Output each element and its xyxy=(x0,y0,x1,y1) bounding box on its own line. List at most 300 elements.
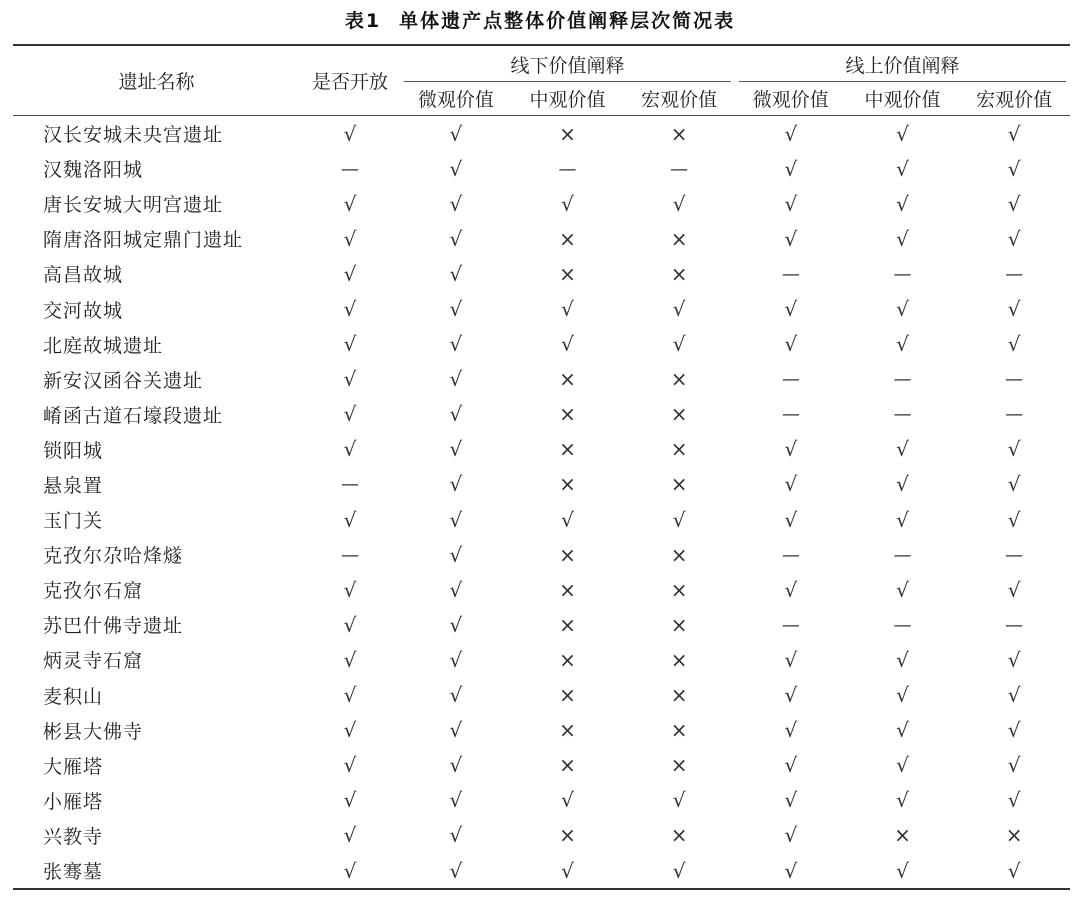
cross-icon: × xyxy=(670,367,688,392)
site-name-cell: 崤函古道石壕段遗址 xyxy=(43,404,224,427)
open-check-mark xyxy=(300,572,400,607)
check-icon: √ xyxy=(449,402,463,427)
check-icon: √ xyxy=(561,297,574,322)
open-check-mark xyxy=(300,818,400,853)
online-micro-check-mark xyxy=(735,432,847,467)
open-check-mark xyxy=(300,186,400,221)
offline-macro-check-mark xyxy=(623,853,735,889)
table-row xyxy=(13,221,1070,256)
check-icon: √ xyxy=(561,788,574,813)
online-meso-check-mark xyxy=(847,151,959,186)
offline-macro-cross-mark xyxy=(623,256,735,291)
cross-icon: × xyxy=(559,402,576,427)
offline-macro-cross-mark xyxy=(623,642,735,677)
cross-icon: × xyxy=(559,542,576,567)
cross-icon: × xyxy=(559,121,576,146)
check-icon: √ xyxy=(449,121,463,146)
offline-micro-check-mark xyxy=(400,291,512,326)
check-icon: √ xyxy=(672,191,686,216)
open-check-mark xyxy=(300,713,400,748)
offline-micro-check-mark xyxy=(400,678,512,713)
check-icon: √ xyxy=(784,858,798,883)
offline-micro-check-mark xyxy=(400,502,512,537)
online-meso-check-mark xyxy=(847,467,959,502)
check-icon: √ xyxy=(449,753,463,778)
site-name-cell: 克孜尔石窟 xyxy=(43,580,144,603)
dash-icon: — xyxy=(893,614,912,636)
online-meso-check-mark xyxy=(847,502,959,537)
offline-macro-cross-mark xyxy=(623,362,735,397)
offline-meso-cross-mark xyxy=(512,116,624,152)
check-icon: √ xyxy=(1007,753,1021,778)
open-dash-mark xyxy=(300,467,400,502)
online-macro-check-mark xyxy=(958,572,1070,607)
site-name-cell: 苏巴什佛寺遗址 xyxy=(43,615,184,638)
site-name-cell: 隋唐洛阳城定鼎门遗址 xyxy=(43,229,244,252)
check-icon: √ xyxy=(784,577,798,602)
online-macro-dash-mark xyxy=(958,607,1070,642)
online-macro-check-mark xyxy=(958,151,1070,186)
online-macro-dash-mark xyxy=(958,256,1070,291)
check-icon: √ xyxy=(343,577,357,602)
check-icon: √ xyxy=(784,823,798,848)
check-icon: √ xyxy=(343,226,357,251)
offline-micro-check-mark xyxy=(400,713,512,748)
online-micro-check-mark xyxy=(735,186,847,221)
cross-icon: × xyxy=(670,753,688,778)
offline-macro-check-mark xyxy=(623,783,735,818)
heritage-table xyxy=(13,44,1070,890)
online-macro-check-mark xyxy=(958,467,1070,502)
table-caption: 单体遗产点整体价值阐释层次简况表 xyxy=(399,10,736,32)
check-icon: √ xyxy=(1007,437,1021,462)
site-name-cell: 麦积山 xyxy=(43,685,104,708)
offline-macro-cross-mark xyxy=(623,678,735,713)
check-icon: √ xyxy=(343,683,357,708)
table-row xyxy=(13,116,1070,152)
dash-icon: — xyxy=(670,158,689,180)
online-micro-dash-mark xyxy=(735,607,847,642)
offline-meso-check-mark xyxy=(512,853,624,889)
check-icon: √ xyxy=(449,226,463,251)
check-icon: √ xyxy=(449,437,463,462)
offline-micro-check-mark xyxy=(400,221,512,256)
offline-micro-check-mark xyxy=(400,116,512,152)
check-icon: √ xyxy=(343,647,357,672)
online-micro-check-mark xyxy=(735,221,847,256)
online-meso-check-mark xyxy=(847,853,959,889)
cross-icon: × xyxy=(670,437,688,462)
cross-icon: × xyxy=(894,823,911,848)
offline-meso-dash-mark xyxy=(512,151,624,186)
table-row xyxy=(13,291,1070,326)
check-icon: √ xyxy=(343,718,357,743)
offline-meso-cross-mark xyxy=(512,572,624,607)
check-icon: √ xyxy=(449,858,463,883)
check-icon: √ xyxy=(449,718,463,743)
offline-micro-check-mark xyxy=(400,327,512,362)
cross-icon: × xyxy=(559,367,576,392)
online-macro-check-mark xyxy=(958,713,1070,748)
check-icon: √ xyxy=(1007,191,1021,216)
offline-meso-check-mark xyxy=(512,502,624,537)
cross-icon: × xyxy=(670,261,688,286)
cross-icon: × xyxy=(1005,823,1023,848)
site-name-cell: 玉门关 xyxy=(43,510,104,533)
offline-meso-cross-mark xyxy=(512,678,624,713)
online-macro-check-mark xyxy=(958,221,1070,256)
offline-macro-cross-mark xyxy=(623,818,735,853)
check-icon: √ xyxy=(672,507,686,532)
cross-icon: × xyxy=(670,577,688,602)
dash-icon: — xyxy=(341,474,359,496)
check-icon: √ xyxy=(896,718,909,743)
offline-macro-cross-mark xyxy=(623,397,735,432)
table-row xyxy=(13,467,1070,502)
online-meso-check-mark xyxy=(847,432,959,467)
check-icon: √ xyxy=(896,577,909,602)
check-icon: √ xyxy=(896,472,909,497)
offline-meso-cross-mark xyxy=(512,713,624,748)
check-icon: √ xyxy=(896,191,909,216)
table-row xyxy=(13,678,1070,713)
cross-icon: × xyxy=(670,542,688,567)
online-micro-check-mark xyxy=(735,151,847,186)
online-micro-check-mark xyxy=(735,502,847,537)
check-icon: √ xyxy=(784,683,798,708)
offline-micro-check-mark xyxy=(400,186,512,221)
check-icon: √ xyxy=(1007,858,1021,883)
check-icon: √ xyxy=(449,472,463,497)
table-row xyxy=(13,537,1070,572)
site-name-cell: 汉魏洛阳城 xyxy=(43,159,144,182)
header-online-micro: 微观价值 xyxy=(735,82,847,116)
check-icon: √ xyxy=(343,437,357,462)
dash-icon: — xyxy=(341,544,359,566)
check-icon: √ xyxy=(784,507,798,532)
offline-meso-check-mark xyxy=(512,186,624,221)
dash-icon: — xyxy=(893,404,912,426)
check-icon: √ xyxy=(784,472,798,497)
site-name-cell: 炳灵寺石窟 xyxy=(43,650,144,673)
table-row xyxy=(13,853,1070,889)
check-icon: √ xyxy=(449,788,463,813)
offline-meso-cross-mark xyxy=(512,467,624,502)
dash-icon: — xyxy=(558,158,577,180)
open-dash-mark xyxy=(300,537,400,572)
check-icon: √ xyxy=(896,753,909,778)
cross-icon: × xyxy=(559,683,576,708)
table-row xyxy=(13,397,1070,432)
header-online-label: 线上价值阐释 xyxy=(845,54,960,77)
site-name-cell: 克孜尔尕哈烽燧 xyxy=(43,545,184,568)
check-icon: √ xyxy=(672,858,686,883)
cross-icon: × xyxy=(670,612,688,637)
check-icon: √ xyxy=(784,718,798,743)
open-check-mark xyxy=(300,642,400,677)
check-icon: √ xyxy=(1007,121,1021,146)
table-row xyxy=(13,327,1070,362)
offline-macro-cross-mark xyxy=(623,467,735,502)
check-icon: √ xyxy=(896,507,909,532)
check-icon: √ xyxy=(1007,332,1021,357)
offline-meso-cross-mark xyxy=(512,607,624,642)
offline-macro-cross-mark xyxy=(623,713,735,748)
check-icon: √ xyxy=(896,647,909,672)
check-icon: √ xyxy=(784,647,798,672)
header-offline-macro: 宏观价值 xyxy=(623,82,735,116)
online-meso-dash-mark xyxy=(847,607,959,642)
check-icon: √ xyxy=(449,191,463,216)
check-icon: √ xyxy=(672,297,686,322)
check-icon: √ xyxy=(672,788,686,813)
offline-macro-cross-mark xyxy=(623,748,735,783)
check-icon: √ xyxy=(1007,156,1021,181)
offline-macro-check-mark xyxy=(623,291,735,326)
online-meso-check-mark xyxy=(847,642,959,677)
online-macro-dash-mark xyxy=(958,537,1070,572)
table-title xyxy=(0,6,1080,36)
offline-micro-check-mark xyxy=(400,642,512,677)
table-row xyxy=(13,713,1070,748)
open-check-mark xyxy=(300,221,400,256)
header-online-group xyxy=(735,45,1070,82)
online-macro-check-mark xyxy=(958,116,1070,152)
offline-micro-check-mark xyxy=(400,362,512,397)
table-row xyxy=(13,151,1070,186)
check-icon: √ xyxy=(343,261,357,286)
header-offline-label: 线下价值阐释 xyxy=(510,54,625,77)
check-icon: √ xyxy=(896,437,909,462)
cross-icon: × xyxy=(559,437,576,462)
online-micro-check-mark xyxy=(735,116,847,152)
site-name-cell: 交河故城 xyxy=(43,299,124,322)
online-micro-check-mark xyxy=(735,327,847,362)
offline-micro-check-mark xyxy=(400,151,512,186)
online-micro-check-mark xyxy=(735,853,847,889)
check-icon: √ xyxy=(449,612,463,637)
offline-macro-cross-mark xyxy=(623,537,735,572)
dash-icon: — xyxy=(781,614,800,636)
online-meso-check-mark xyxy=(847,572,959,607)
online-macro-check-mark xyxy=(958,327,1070,362)
offline-micro-check-mark xyxy=(400,818,512,853)
dash-icon: — xyxy=(893,369,912,391)
check-icon: √ xyxy=(896,788,909,813)
table-row xyxy=(13,362,1070,397)
open-check-mark xyxy=(300,397,400,432)
check-icon: √ xyxy=(561,332,574,357)
online-micro-check-mark xyxy=(735,818,847,853)
site-name-cell: 锁阳城 xyxy=(43,439,104,462)
check-icon: √ xyxy=(1007,226,1021,251)
check-icon: √ xyxy=(449,297,463,322)
check-icon: √ xyxy=(343,612,357,637)
offline-meso-cross-mark xyxy=(512,362,624,397)
table-row xyxy=(13,432,1070,467)
online-meso-dash-mark xyxy=(847,537,959,572)
online-macro-check-mark xyxy=(958,502,1070,537)
online-micro-check-mark xyxy=(735,642,847,677)
check-icon: √ xyxy=(1007,507,1021,532)
offline-micro-check-mark xyxy=(400,467,512,502)
check-icon: √ xyxy=(561,191,574,216)
dash-icon: — xyxy=(893,544,912,566)
cross-icon: × xyxy=(670,823,688,848)
offline-meso-cross-mark xyxy=(512,397,624,432)
check-icon: √ xyxy=(784,437,798,462)
check-icon: √ xyxy=(896,121,909,146)
site-name-cell: 小雁塔 xyxy=(43,790,104,813)
offline-micro-check-mark xyxy=(400,397,512,432)
check-icon: √ xyxy=(449,577,463,602)
site-name-cell: 彬县大佛寺 xyxy=(43,720,144,743)
check-icon: √ xyxy=(784,297,798,322)
dash-icon: — xyxy=(1005,369,1024,391)
table-row xyxy=(13,186,1070,221)
online-micro-check-mark xyxy=(735,291,847,326)
open-dash-mark xyxy=(300,151,400,186)
check-icon: √ xyxy=(561,507,574,532)
online-micro-check-mark xyxy=(735,713,847,748)
header-offline-group xyxy=(400,45,735,82)
site-name-cell: 兴教寺 xyxy=(43,825,104,848)
open-check-mark xyxy=(300,748,400,783)
offline-meso-check-mark xyxy=(512,783,624,818)
cross-icon: × xyxy=(670,402,688,427)
check-icon: √ xyxy=(896,858,909,883)
check-icon: √ xyxy=(1007,683,1021,708)
site-name-cell: 高昌故城 xyxy=(43,264,124,287)
check-icon: √ xyxy=(343,191,357,216)
check-icon: √ xyxy=(1007,577,1021,602)
cross-icon: × xyxy=(559,472,576,497)
offline-micro-check-mark xyxy=(400,432,512,467)
check-icon: √ xyxy=(1007,647,1021,672)
cross-icon: × xyxy=(670,718,688,743)
open-check-mark xyxy=(300,327,400,362)
check-icon: √ xyxy=(449,156,463,181)
online-micro-dash-mark xyxy=(735,362,847,397)
table-number: 表1 xyxy=(344,10,382,32)
header-online-meso: 中观价值 xyxy=(847,82,959,116)
online-meso-check-mark xyxy=(847,291,959,326)
check-icon: √ xyxy=(784,788,798,813)
open-check-mark xyxy=(300,116,400,152)
online-micro-dash-mark xyxy=(735,256,847,291)
offline-micro-check-mark xyxy=(400,537,512,572)
online-macro-check-mark xyxy=(958,748,1070,783)
check-icon: √ xyxy=(343,402,357,427)
site-name-cell: 北庭故城遗址 xyxy=(43,334,164,357)
header-open: 是否开放 xyxy=(300,45,400,116)
dash-icon: — xyxy=(341,158,359,180)
online-meso-check-mark xyxy=(847,678,959,713)
offline-macro-cross-mark xyxy=(623,607,735,642)
offline-meso-cross-mark xyxy=(512,432,624,467)
open-check-mark xyxy=(300,362,400,397)
online-micro-check-mark xyxy=(735,783,847,818)
cross-icon: × xyxy=(670,647,688,672)
check-icon: √ xyxy=(343,332,357,357)
online-meso-dash-mark xyxy=(847,256,959,291)
table-row xyxy=(13,502,1070,537)
header-site-name: 遗址名称 xyxy=(13,45,300,116)
online-meso-check-mark xyxy=(847,186,959,221)
offline-macro-dash-mark xyxy=(623,151,735,186)
open-check-mark xyxy=(300,853,400,889)
offline-meso-cross-mark xyxy=(512,818,624,853)
open-check-mark xyxy=(300,291,400,326)
online-macro-dash-mark xyxy=(958,362,1070,397)
online-meso-check-mark xyxy=(847,783,959,818)
offline-macro-cross-mark xyxy=(623,572,735,607)
site-name-cell: 悬泉置 xyxy=(43,474,104,497)
check-icon: √ xyxy=(343,788,357,813)
dash-icon: — xyxy=(781,404,800,426)
online-macro-check-mark xyxy=(958,186,1070,221)
check-icon: √ xyxy=(343,367,357,392)
table-row xyxy=(13,572,1070,607)
open-check-mark xyxy=(300,256,400,291)
offline-micro-check-mark xyxy=(400,607,512,642)
dash-icon: — xyxy=(1005,614,1024,636)
check-icon: √ xyxy=(343,858,357,883)
cross-icon: × xyxy=(559,261,576,286)
online-meso-check-mark xyxy=(847,116,959,152)
table-row xyxy=(13,607,1070,642)
check-icon: √ xyxy=(896,297,909,322)
online-meso-check-mark xyxy=(847,748,959,783)
check-icon: √ xyxy=(449,823,463,848)
open-check-mark xyxy=(300,502,400,537)
cross-icon: × xyxy=(670,121,688,146)
check-icon: √ xyxy=(784,191,798,216)
online-micro-check-mark xyxy=(735,748,847,783)
header-offline-meso: 中观价值 xyxy=(512,82,624,116)
online-micro-check-mark xyxy=(735,572,847,607)
check-icon: √ xyxy=(896,683,909,708)
offline-macro-cross-mark xyxy=(623,221,735,256)
check-icon: √ xyxy=(896,332,909,357)
cross-icon: × xyxy=(559,823,576,848)
offline-micro-check-mark xyxy=(400,748,512,783)
online-macro-check-mark xyxy=(958,678,1070,713)
open-check-mark xyxy=(300,607,400,642)
check-icon: √ xyxy=(1007,788,1021,813)
open-check-mark xyxy=(300,432,400,467)
header-offline-micro: 微观价值 xyxy=(400,82,512,116)
cross-icon: × xyxy=(559,577,576,602)
check-icon: √ xyxy=(1007,472,1021,497)
online-meso-dash-mark xyxy=(847,397,959,432)
check-icon: √ xyxy=(784,156,798,181)
dash-icon: — xyxy=(893,263,912,285)
offline-macro-cross-mark xyxy=(623,432,735,467)
offline-meso-cross-mark xyxy=(512,256,624,291)
check-icon: √ xyxy=(1007,718,1021,743)
dash-icon: — xyxy=(781,369,800,391)
online-meso-check-mark xyxy=(847,713,959,748)
check-icon: √ xyxy=(784,332,798,357)
site-name-cell: 唐长安城大明宫遗址 xyxy=(43,194,224,217)
check-icon: √ xyxy=(343,121,357,146)
check-icon: √ xyxy=(784,753,798,778)
check-icon: √ xyxy=(343,823,357,848)
site-name-cell: 新安汉函谷关遗址 xyxy=(43,369,204,392)
cross-icon: × xyxy=(559,718,576,743)
site-name-cell: 汉长安城未央宫遗址 xyxy=(43,124,224,147)
